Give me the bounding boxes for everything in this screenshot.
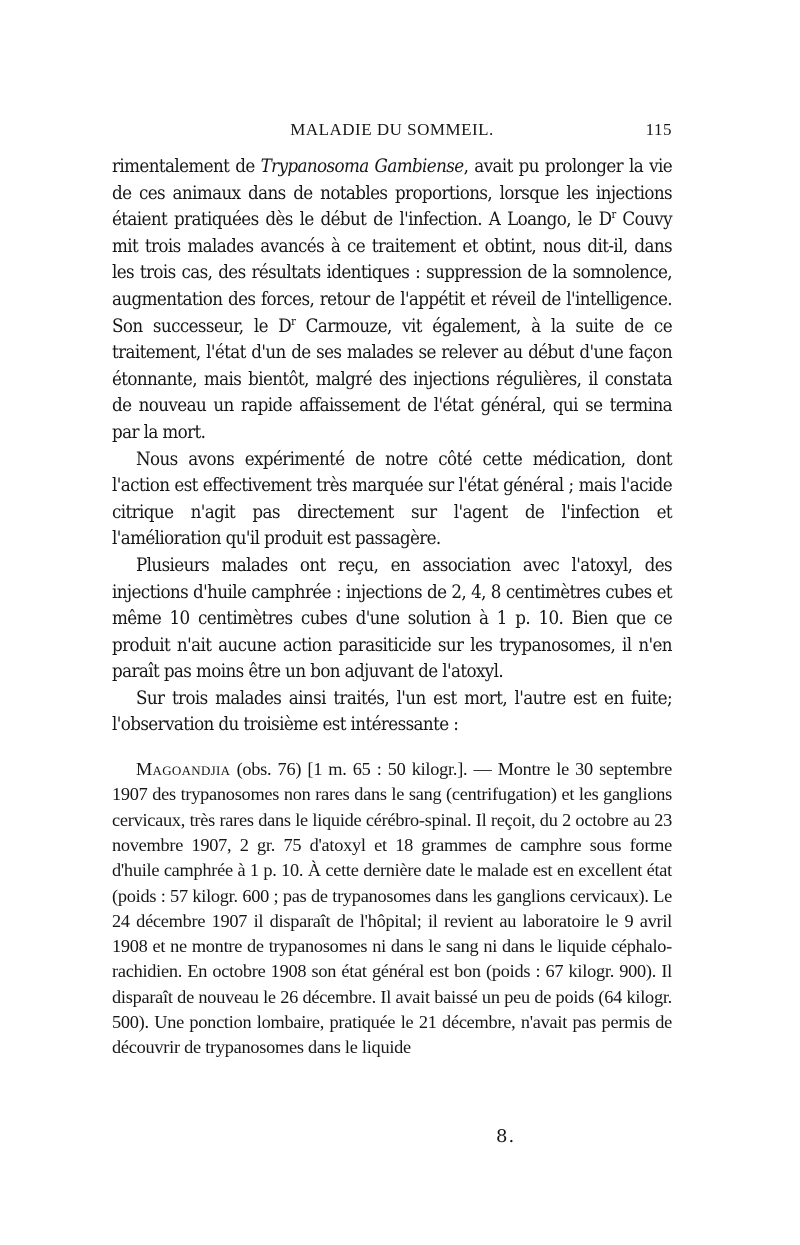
paragraph-text: Couvy mit trois malades avancés à ce traitement et obtint, nous dit-il, dans les trois cas, des résultats identiques : suppression de la somnolence, augmentation des forces, retour de l'appétit et réveil de l'intelligence. Son successeur, le D <box>112 209 672 337</box>
observation-text: (obs. 76) [1 m. 65 : 50 kilogr.]. — Montre le 30 septembre 1907 des trypanosomes non rares dans le sang (centrifugation) et les ganglions cervicaux, très rares dans le liquide cérébro-spinal. Il reçoit, du 2 octobre au 23 novembre 1907, 2 gr. 75 d'atoxyl et 18 grammes de camphre sous forme d'huile camphrée à 1 p. 10. À cette dernière date le malade est en excellent état (poids : 57 kilogr. 600 ; pas de trypanosomes dans les ganglions cervicaux). Le 24 décembre 1907 il disparaît de l'hôpital; il revient au laboratoire le 9 avril 1908 et ne montre de trypanosomes ni dans le sang ni dans le liquide céphalo-rachidien. En octobre 1908 son état général est bon (poids : 67 kilogr. 900). Il disparaît de nouveau le 26 décembre. Il avait baissé un peu de poids (64 kilogr. 500). Une ponction lombaire, pratiquée le 21 décembre, n'avait pas permis de découvrir de trypanosomes dans le liquide <box>112 759 672 1058</box>
species-name: Trypanosoma Gambiense <box>260 156 464 177</box>
paragraph: Plusieurs malades ont reçu, en association avec l'atoxyl, des injections d'huile camphrée : injections de 2, 4, 8 centimètres cubes et même 10 centimètres cubes d'une solution à 1 p. 10. Bien que ce produit n'ait aucune action parasiticide sur les trypanosomes, il n'en paraît pas moins être un bon adjuvant de l'atoxyl. <box>112 554 672 683</box>
paragraph-text: rimentalement de <box>112 156 261 177</box>
patient-name: Magoandjia <box>136 759 231 780</box>
signature-mark: 8. <box>496 1126 516 1147</box>
body-text <box>112 154 672 739</box>
paragraph: Nous avons expérimenté de notre côté cette médication, dont l'action est effectivement très marquée sur l'état général ; mais l'acide citrique n'agit pas directement sur l'agent de l'infection et l'amélioration qu'il produit est passagère. <box>112 448 672 550</box>
running-head <box>112 110 672 144</box>
paragraph: Sur trois malades ainsi traités, l'un est mort, l'autre est en fuite; l'observation du troisième est intéressante : <box>112 687 672 736</box>
clinical-observation <box>112 757 672 1061</box>
paragraph-text: Carmouze, vit également, à la suite de ce traitement, l'état d'un de ses malades se relever au début d'une façon étonnante, mais bientôt, malgré des injections régulières, il constata de nouveau un rapide affaissement de l'état général, qui se termina par la mort. <box>112 315 672 443</box>
page-number: 115 <box>645 120 672 139</box>
doctor-abbrev-superscript: r <box>291 314 296 328</box>
doctor-abbrev-superscript: r <box>611 208 616 221</box>
paragraph-continuation <box>112 154 672 447</box>
paragraph-text: , avait pu prolonger la vie de ces animaux dans de notables proportions, lorsque les injections étaient pratiquées dès le début de l'infection. A Loango, le D <box>112 156 672 231</box>
running-title: MALADIE DU SOMMEIL. <box>290 120 494 139</box>
book-page <box>112 110 672 1061</box>
